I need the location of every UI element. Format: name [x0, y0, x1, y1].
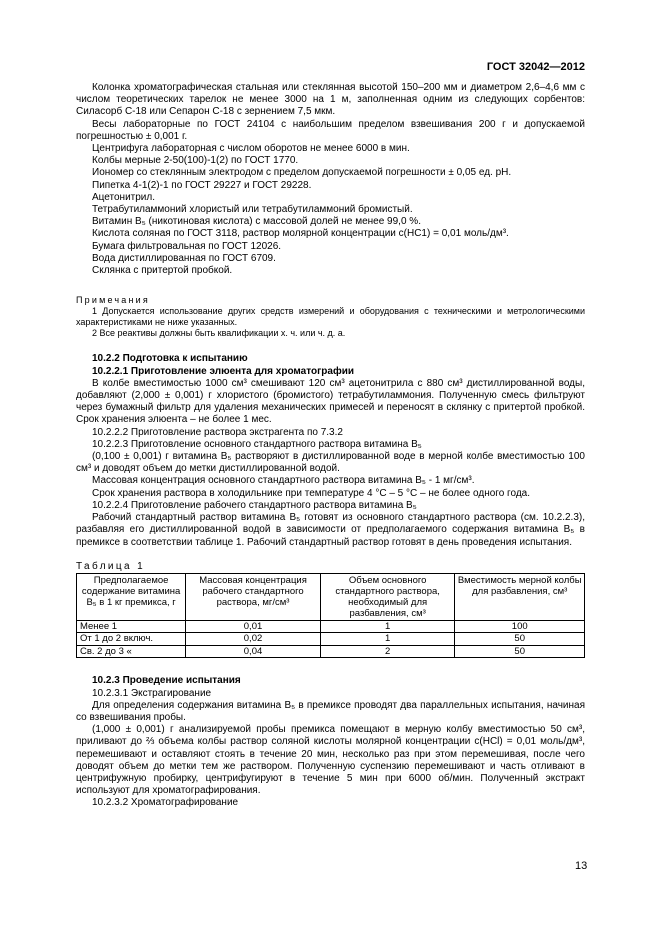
- section-10-2-2-3: 10.2.2.3 Приготовление основного стандартного раствора витамина В₅: [92, 438, 422, 450]
- section-10-2-2-2: 10.2.2.2 Приготовление раствора экстрагента по 7.3.2: [92, 426, 343, 438]
- table-cell: 100: [455, 620, 585, 633]
- paragraph-storage: Срок хранения раствора в холодильнике при температуре 4 °С – 5 °С – не более одного года.: [92, 487, 530, 499]
- paragraph-concentration: Массовая концентрация основного стандартного раствора витамина В₅ - 1 мг/см³.: [92, 475, 475, 487]
- paragraph-parallel-tests: Для определения содержания витамина В₅ в премиксе проводят два параллельных испытания, начиная со взвешивания пробы.: [76, 699, 585, 724]
- table-cell: 50: [455, 633, 585, 646]
- table-row: [77, 633, 585, 646]
- table-cell: 1: [320, 633, 455, 646]
- paragraph-ionomer: Иономер со стеклянным электродом с пределом допускаемой погрешности ± 0,05 ед. рН.: [92, 167, 512, 179]
- paragraph-tetrabutylammonium: Тетрабутиламмоний хлористый или тетрабутиламмоний бромистый.: [92, 204, 413, 216]
- table-cell: 0,01: [186, 620, 321, 633]
- notes-title: Примечания: [76, 295, 150, 306]
- table-header-cell: Массовая концентрация рабочего стандартного раствора, мг/см³: [186, 573, 321, 620]
- table-cell: 0,02: [186, 633, 321, 646]
- section-10-2-3: 10.2.3 Проведение испытания: [92, 675, 241, 687]
- note-2: 2 Все реактивы должны быть квалификации х. ч. или ч. д. а.: [92, 328, 346, 339]
- table-cell: Менее 1: [77, 620, 186, 633]
- table-row: [77, 645, 585, 658]
- paragraph-extraction: (1,000 ± 0,001) г анализируемой пробы премикса помещают в мерную колбу вместимостью 50 см³, приливают до ⅔ объема колбы раствор соляной кислоты молярной концентрации c(HCl) = 0,01 моль/дм³, перемешивают и оставляют стоять в течение 20 мин, несколько раз при этом перемешивая, после чего доводят объем до метки тем же раствором. Полученную суспензию перемешивают и часть отливают в центрифужную пробирку, центрифугируют в течение 5 мин при 6000 об/мин. Полученный экстракт используют для хроматографирования.: [76, 724, 585, 797]
- section-10-2-2: 10.2.2 Подготовка к испытанию: [92, 353, 248, 365]
- paragraph-centrifuge: Центрифуга лабораторная с числом оборотов не менее 6000 в мин.: [92, 143, 410, 155]
- paragraph-vitamin: Витамин В₅ (никотиновая кислота) с массовой долей не менее 99,0 %.: [92, 216, 421, 228]
- table-cell: 50: [455, 645, 585, 658]
- section-10-2-2-1: 10.2.2.1 Приготовление элюента для хроматографии: [92, 365, 355, 377]
- table-caption: Таблица 1: [76, 560, 146, 572]
- table-header-cell: Объем основного стандартного раствора, необходимый для разбавления, см³: [320, 573, 455, 620]
- table-header-cell: Предполагаемое содержание витамина В₅ в 1 кг премикса, г: [77, 573, 186, 620]
- paragraph-stock-solution: (0,100 ± 0,001) г витамина В₅ растворяют в дистиллированной воде в мерной колбе вместимостью 100 см³ и доводят объем до метки дистиллированной водой.: [76, 451, 585, 475]
- table-header-row: [77, 573, 585, 620]
- paragraph-paper: Бумага фильтровальная по ГОСТ 12026.: [92, 240, 282, 252]
- table-cell: 2: [320, 645, 455, 658]
- paragraph-acid: Кислота соляная по ГОСТ 3118, раствор молярной концентрации c(НС1) = 0,01 моль/дм³.: [92, 228, 509, 240]
- paragraph-column: Колонка хроматографическая стальная или стеклянная высотой 150–200 мм и диаметром 2,6–4,6 мм с числом теоретических тарелок не менее 3000 на 1 м, заполненная одним из следующих сорбентов: Силасорб С-18 или Сепарон С-18 с зернением 7,5 мкм.: [76, 82, 585, 118]
- table-cell: Св. 2 до 3 «: [77, 645, 186, 658]
- table-cell: От 1 до 2 включ.: [77, 633, 186, 646]
- paragraph-flasks: Колбы мерные 2-50(100)-1(2) по ГОСТ 1770.: [92, 155, 299, 167]
- page-number: 13: [575, 860, 588, 872]
- section-10-2-3-2: 10.2.3.2 Хроматографирование: [92, 797, 239, 809]
- table-1: [76, 573, 585, 659]
- document-body: [76, 82, 585, 810]
- table-row: [77, 620, 585, 633]
- paragraph-acetonitrile: Ацетонитрил.: [92, 191, 155, 203]
- table-cell: 1: [320, 620, 455, 633]
- note-1: 1 Допускается использование других средств измерений и оборудования с техническими и метрологическими характеристиками не ниже указанных.: [76, 306, 585, 328]
- section-10-2-3-1: 10.2.3.1 Экстрагирование: [92, 687, 212, 699]
- paragraph-flask-stopper: Склянка с притертой пробкой.: [92, 265, 233, 277]
- table-cell: 0,04: [186, 645, 321, 658]
- section-10-2-2-4: 10.2.2.4 Приготовление рабочего стандартного раствора витамина В₅: [92, 499, 417, 511]
- table-header-cell: Вместимость мерной колбы для разбавления, см³: [455, 573, 585, 620]
- paragraph-scales: Весы лабораторные по ГОСТ 24104 с наибольшим пределом взвешивания 200 г и допускаемой погрешностью ± 0,001 г.: [76, 118, 585, 142]
- paragraph-eluent: В колбе вместимостью 1000 см³ смешивают 120 см³ ацетонитрила с 880 см³ дистиллированной воды, добавляют (2,000 ± 0,001) г хлористого (бромистого) тетрабутиламмония. Полученную смесь фильтруют через бумажный фильтр для удаления механических примесей и переносят в склянку с притертой пробкой. Срок хранения элюента – не более 1 мес.: [76, 377, 585, 426]
- paragraph-working-solution: Рабочий стандартный раствор витамина В₅ готовят из основного стандартного раствора (см. 10.2.2.3), разбавляя его дистиллированной водой в зависимости от предполагаемого содержания витамина В₅ в премиксе в соответствии таблице 1. Рабочий стандартный раствор готовят в день проведения испытания.: [76, 512, 585, 548]
- standard-header: ГОСТ 32042—2012: [486, 61, 585, 73]
- paragraph-water: Вода дистиллированная по ГОСТ 6709.: [92, 252, 276, 264]
- paragraph-pipette: Пипетка 4-1(2)-1 по ГОСТ 29227 и ГОСТ 29228.: [92, 179, 312, 191]
